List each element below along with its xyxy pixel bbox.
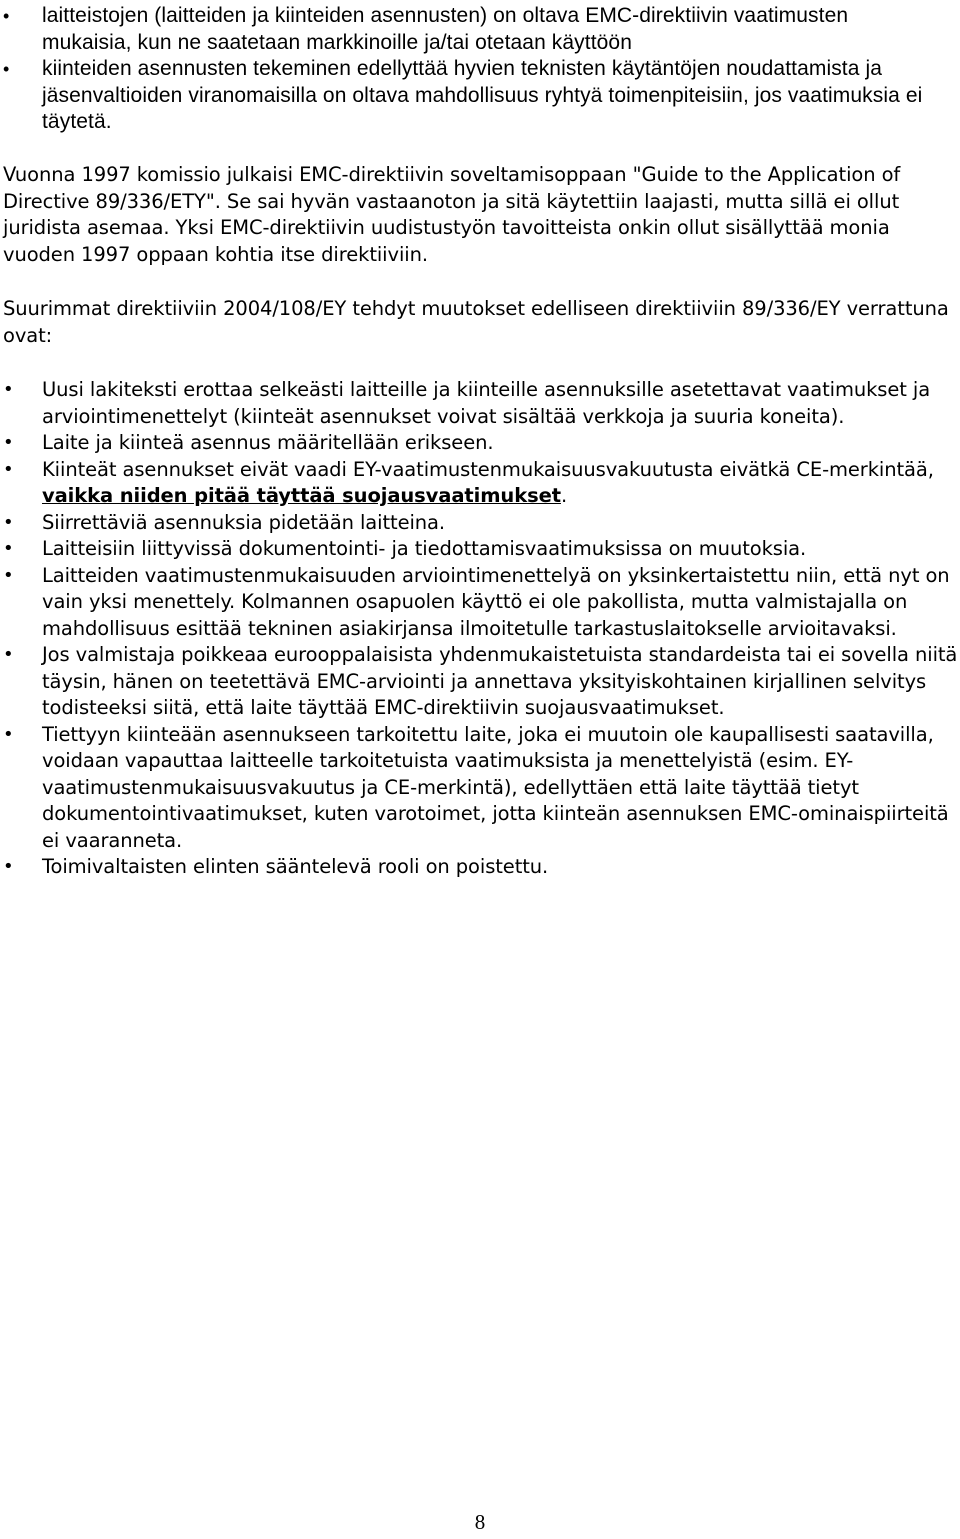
list-item bbox=[0, 430, 960, 457]
bullet-icon: • bbox=[3, 564, 14, 586]
list-item bbox=[0, 722, 960, 855]
changes-bullet-list bbox=[0, 377, 960, 881]
list-item bbox=[0, 642, 960, 722]
bullet-icon: • bbox=[3, 538, 14, 559]
bullet-icon: • bbox=[3, 59, 10, 79]
list-item-text: Tiettyyn kiinteään asennukseen tarkoitettu laite, joka ei muutoin ole kaupallisesti saatavilla, voidaan vapauttaa laitteelle tarkoitetuista vaatimuksista ja menettelyistä (esim. EY-vaatimustenmukaisuusvakuutus ja CE-merkintä), edellyttäen että laite täyttää tietyt dokumentointivaatimukset, kuten varotoimet, jotta kiinteän asennuksen EMC-ominaispiirteitä ei vaaranneta. bbox=[42, 722, 949, 852]
list-item-text: Laitteiden vaatimustenmukaisuuden arviointimenettelyä on yksinkertaistettu niin, että nyt on vain yksi menettely. Kolmannen osapuolen käyttö ei ole pakollista, mutta valmistajalla on mahdollisuus esittää tekninen asiakirjansa ilmoitetulle tarkastuslaitokselle arvioitavaksi. bbox=[42, 563, 950, 640]
bullet-icon: • bbox=[3, 644, 14, 665]
bullet-icon: • bbox=[3, 511, 14, 533]
list-item-text: Siirrettäviä asennuksia pidetään laitteina. bbox=[42, 510, 445, 534]
list-item-text: Jos valmistaja poikkeaa eurooppalaisista yhdenmukaistetuista standardeista tai ei sovella niitä täysin, hänen on teetettävä EMC-arviointi ja annettava yksityiskohtainen kirjallinen selvitys todisteeksi siitä, että laite täyttää EMC-direktiivin suojausvaatimukset. bbox=[42, 643, 958, 719]
list-item bbox=[0, 510, 960, 537]
bullet-icon: • bbox=[3, 723, 14, 745]
changes-intro-paragraph: Suurimmat direktiiviin 2004/108/EY tehdyt muutokset edelliseen direktiiviin 89/336/EY verrattuna ovat: bbox=[3, 297, 949, 347]
list-item bbox=[0, 536, 960, 563]
list-item-text: Uusi lakiteksti erottaa selkeästi laitteille ja kiinteille asennuksille asetettavat vaatimukset ja arviointimenettelyt (kiinteät asennukset voivat sisältää verkkoja ja suuria koneita). bbox=[42, 378, 931, 428]
list-item-text: Toimivaltaisten elinten sääntelevä rooli on poistettu. bbox=[42, 855, 549, 878]
bullet-icon: • bbox=[3, 458, 14, 480]
list-item bbox=[0, 457, 960, 510]
list-item-text: kiinteiden asennusten tekeminen edellyttää hyvien teknisten käytäntöjen noudattamista ja jäsenvaltioiden viranomaisilla on oltava mahdollisuus ryhtyä toimenpiteisiin, jos vaatimuksia ei täytetä. bbox=[42, 57, 923, 133]
list-item bbox=[0, 563, 960, 643]
bullet-icon: • bbox=[3, 432, 14, 453]
bullet-icon: • bbox=[3, 856, 14, 877]
list-item-tail: . bbox=[560, 484, 568, 507]
emphasized-text: vaikka niiden pitää täyttää suojausvaatimukset bbox=[42, 484, 561, 507]
intro-paragraph: Vuonna 1997 komissio julkaisi EMC-direktiivin soveltamisoppaan "Guide to the Application of Directive 89/336/ETY". Se sai hyvän vastaanoton ja sitä käytettiin laajasti, mutta sillä ei ollut juridista asemaa. Yksi EMC-direktiivin uudistustyön tavoitteista onkin ollut sisällyttää monia vuoden 1997 oppaan kohtia itse direktiiviin. bbox=[3, 163, 901, 266]
list-item bbox=[0, 377, 960, 430]
bullet-icon: • bbox=[3, 6, 10, 26]
top-bullet-list bbox=[0, 3, 940, 136]
list-item bbox=[0, 854, 960, 881]
list-item bbox=[0, 56, 940, 136]
list-item-text: Laitteisiin liittyvissä dokumentointi- ja tiedottamisvaatimuksissa on muutoksia. bbox=[42, 537, 807, 560]
list-item-text: Kiinteät asennukset eivät vaadi EY-vaatimustenmukaisuusvakuutusta eivätkä CE-merkintää, bbox=[42, 457, 934, 481]
list-item bbox=[0, 3, 940, 56]
page-number: 8 bbox=[474, 1510, 486, 1534]
list-item-text: Laite ja kiinteä asennus määritellään erikseen. bbox=[42, 431, 494, 454]
list-item-text: laitteistojen (laitteiden ja kiinteiden asennusten) on oltava EMC-direktiivin vaatimusten mukaisia, kun ne saatetaan markkinoille ja/tai otetaan käyttöön bbox=[42, 4, 849, 54]
bullet-icon: • bbox=[3, 379, 14, 400]
